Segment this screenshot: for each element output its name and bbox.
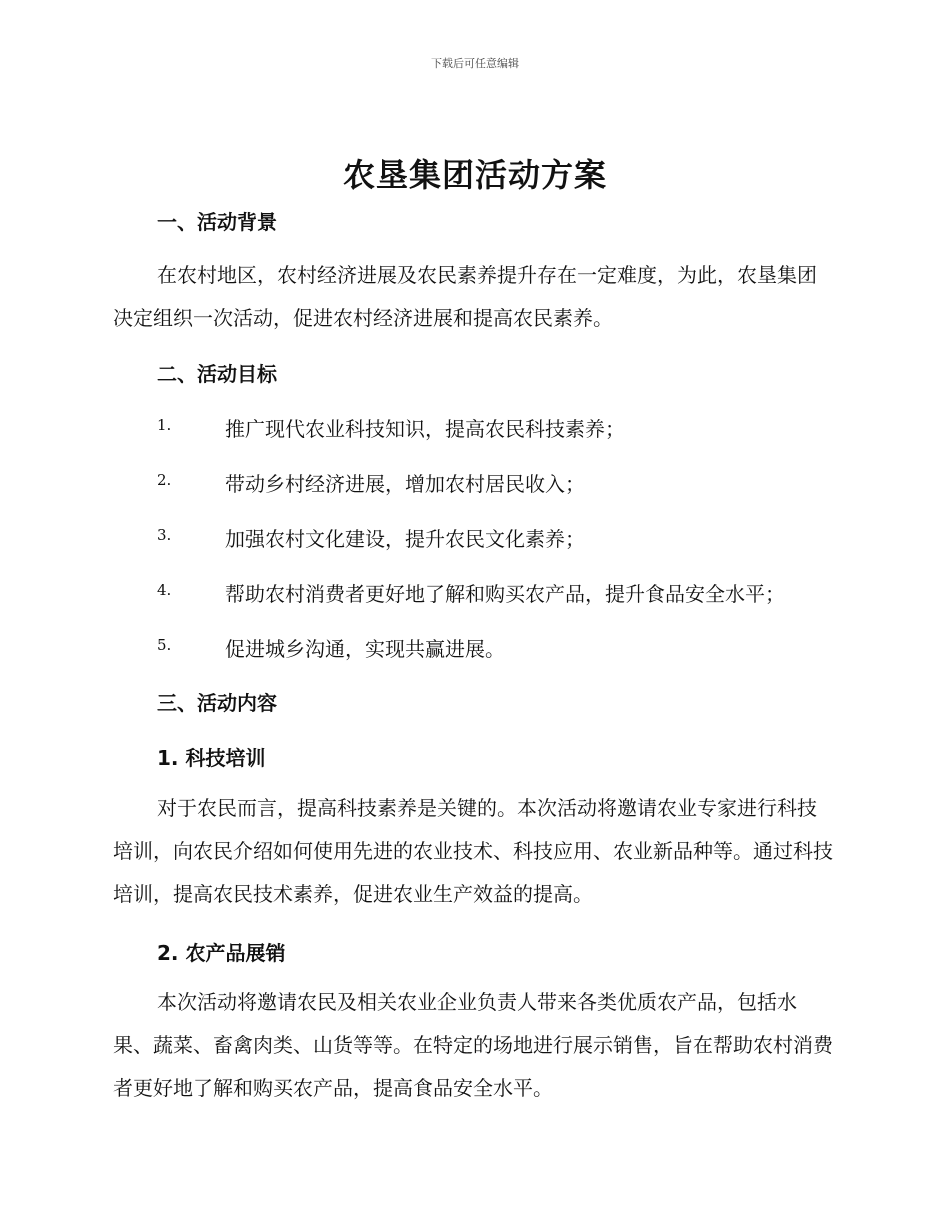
paragraph-background: 在农村地区，农村经济进展及农民素养提升存在一定难度，为此，农垦集团决定组织一次活动，促进农村经济进展和提高农民素养。 bbox=[113, 263, 817, 330]
list-text: 促进城乡沟通，实现共赢进展。 bbox=[225, 637, 505, 661]
list-number: 5. bbox=[157, 636, 172, 654]
section-heading-background: 一、活动背景 bbox=[157, 210, 277, 234]
paragraph-expo: 本次活动将邀请农民及相关农业企业负责人带来各类优质农产品，包括水果、蔬菜、畜禽肉类、山货等等。在特定的场地进行展示销售，旨在帮助农村消费者更好地了解和购买农产品，提高食品安全水平。 bbox=[113, 990, 833, 1100]
document-title: 农垦集团活动方案 bbox=[342, 156, 607, 194]
list-text: 帮助农村消费者更好地了解和购买农产品，提升食品安全水平； bbox=[225, 582, 785, 606]
goal-list-item bbox=[157, 633, 847, 663]
section-heading-content: 三、活动内容 bbox=[157, 691, 277, 715]
list-number: 1. bbox=[157, 416, 172, 434]
subsection-heading-expo: 2. 农产品展销 bbox=[157, 941, 286, 965]
goal-list-item bbox=[157, 413, 847, 443]
subsection-heading-training: 1. 科技培训 bbox=[157, 746, 266, 770]
list-number: 2. bbox=[157, 471, 172, 489]
header-note: 下载后可任意编辑 bbox=[431, 57, 519, 70]
goal-list-item bbox=[157, 578, 847, 608]
list-number: 3. bbox=[157, 526, 172, 544]
list-text: 推广现代农业科技知识，提高农民科技素养； bbox=[225, 417, 625, 441]
list-text: 带动乡村经济进展，增加农村居民收入； bbox=[225, 472, 585, 496]
list-text: 加强农村文化建设，提升农民文化素养； bbox=[225, 527, 585, 551]
goal-list-item bbox=[157, 523, 847, 553]
section-heading-goals: 二、活动目标 bbox=[157, 362, 277, 386]
paragraph-training: 对于农民而言，提高科技素养是关键的。本次活动将邀请农业专家进行科技培训，向农民介绍如何使用先进的农业技术、科技应用、农业新品种等。通过科技培训，提高农民技术素养，促进农业生产效益的提高。 bbox=[113, 796, 833, 906]
list-number: 4. bbox=[157, 581, 172, 599]
goal-list-item bbox=[157, 468, 847, 498]
